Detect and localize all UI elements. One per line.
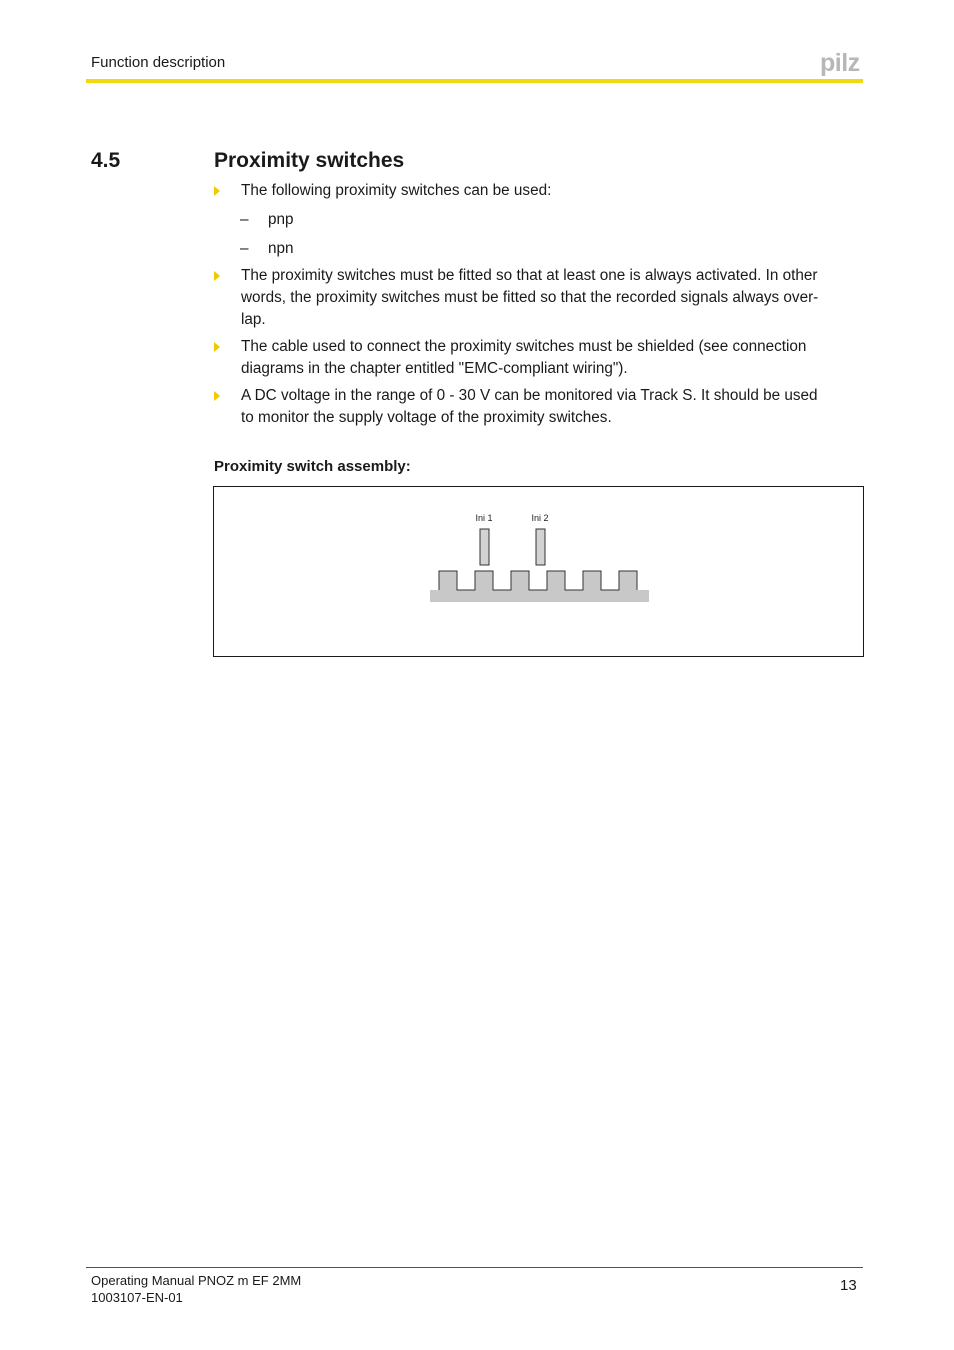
bullet-line: diagrams in the chapter entitled "EMC-compliant wiring"). (241, 360, 628, 377)
bullet-line: words, the proximity switches must be fitted so that the recorded signals always over- (241, 289, 819, 306)
bullet-item (214, 265, 854, 331)
svg-text:pilz: pilz (820, 50, 860, 77)
bullet-line: The cable used to connect the proximity switches must be shielded (see connection (241, 338, 807, 355)
sensor-label-ini2: Ini 2 (531, 513, 549, 523)
dash-mark: – (240, 211, 249, 228)
sub-item-text: pnp (268, 211, 294, 228)
sensor-ini1 (480, 529, 489, 565)
page-number: 13 (840, 1277, 857, 1294)
footer-rule (86, 1267, 863, 1268)
section-title: Proximity switches (214, 149, 405, 172)
section-number: 4.5 (91, 149, 121, 172)
sub-item-text: npn (268, 240, 294, 257)
bullet-line: lap. (241, 311, 266, 328)
bullet-item (214, 336, 854, 380)
sensor-label-ini1: Ini 1 (475, 513, 493, 523)
bullet-arrow-icon (214, 342, 220, 352)
bullet-item (214, 385, 854, 429)
sub-item (240, 209, 294, 231)
header-rule (86, 79, 863, 83)
rack-base (430, 590, 649, 602)
sub-item (240, 238, 294, 260)
rack-teeth (439, 571, 637, 590)
footer-doc-id: 1003107-EN-01 (91, 1290, 183, 1305)
figure-heading: Proximity switch assembly: (214, 458, 411, 475)
pilz-logo (820, 50, 866, 78)
dash-mark: – (240, 240, 249, 257)
bullet-arrow-icon (214, 271, 220, 281)
bullet-line: to monitor the supply voltage of the proximity switches. (241, 409, 612, 426)
bullet-text: The following proximity switches can be used: (241, 182, 552, 199)
sensor-ini2 (536, 529, 545, 565)
bullet-line: The proximity switches must be fitted so that at least one is always activated. In other (241, 267, 818, 284)
proximity-switch-diagram (214, 487, 863, 656)
bullet-item (214, 180, 854, 202)
figure-frame (213, 486, 864, 657)
footer-manual-title: Operating Manual PNOZ m EF 2MM (91, 1273, 302, 1288)
running-header: Function description (91, 54, 226, 71)
bullet-line: A DC voltage in the range of 0 - 30 V can be monitored via Track S. It should be used (241, 387, 818, 404)
bullet-arrow-icon (214, 186, 220, 196)
bullet-arrow-icon (214, 391, 220, 401)
